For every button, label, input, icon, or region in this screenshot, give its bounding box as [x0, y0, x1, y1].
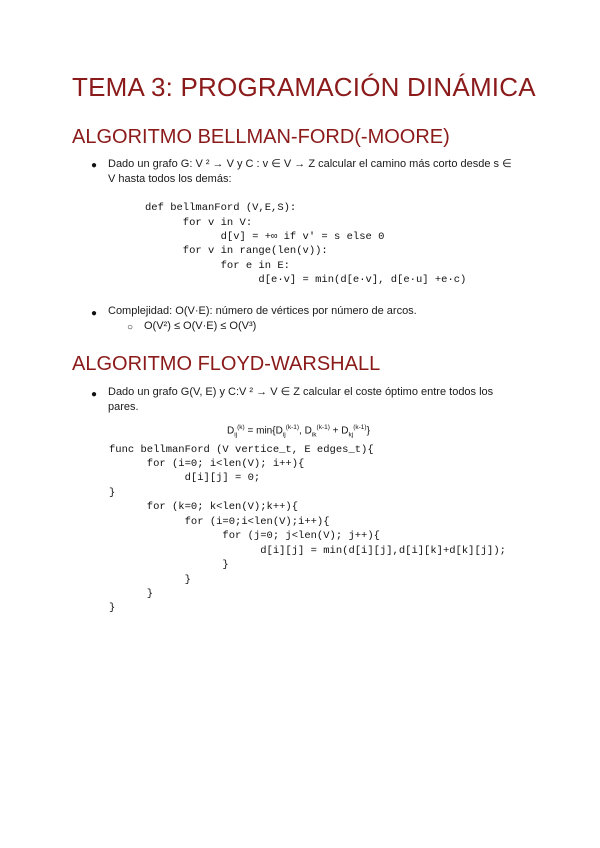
code-line: for (i=0;i<len(V);i++){: [109, 516, 330, 528]
code-line: }: [109, 487, 116, 499]
section-heading-floyd-warshall: ALGORITMO FLOYD-WARSHALL: [72, 353, 381, 375]
code-line: for e in E:: [145, 260, 290, 272]
code-line: d[v] = +∞ if v′ = s else 0: [145, 231, 385, 243]
bellman-complexity: Complejidad: O(V·E): número de vértices por número de arcos.: [108, 305, 417, 317]
formula-superscript: (k-1): [316, 424, 330, 431]
code-line: for (i=0; i<len(V); i++){: [109, 458, 305, 470]
formula-term: + D: [329, 425, 349, 437]
code-line: }: [109, 559, 229, 571]
bullet-icon: ●: [91, 308, 98, 319]
bellman-description-line2: V hasta todos los demás:: [108, 173, 232, 185]
code-line: def bellmanFord (V,E,S):: [145, 202, 297, 214]
formula-term: = min{D: [244, 425, 283, 437]
floyd-description-line1: Dado un grafo G(V, E) y C:V ² → V ∈ Z calcular el coste óptimo entre todos los: [108, 386, 494, 398]
floyd-description-line2: pares.: [108, 401, 139, 413]
code-line: }: [109, 574, 191, 586]
formula-superscript: (k-1): [285, 424, 300, 431]
formula-subscript: kj: [348, 431, 354, 439]
code-line: }: [109, 588, 154, 600]
formula-superscript: (k-1): [353, 424, 367, 431]
code-line: d[i][j] = 0;: [109, 472, 261, 484]
section-heading-bellman-ford: ALGORITMO BELLMAN-FORD(-MOORE): [72, 126, 450, 148]
formula-superscript: (k): [237, 424, 245, 431]
code-line: for v in range(len(v)):: [145, 245, 328, 257]
bullet-icon: ●: [91, 389, 98, 400]
sub-bullet-icon: ○: [127, 322, 134, 333]
code-line: for v in V:: [145, 217, 253, 229]
code-line: func bellmanFord (V vertice_t, E edges_t){: [109, 444, 374, 456]
formula-term: D: [227, 425, 235, 437]
formula-subscript: ik: [311, 431, 317, 439]
bullet-icon: ●: [91, 160, 98, 171]
code-line: }: [109, 602, 116, 614]
formula-term: }: [366, 425, 370, 437]
code-line: d[e·v] = min(d[e·v], d[e·u] +e·c): [145, 274, 467, 286]
formula-term: , D: [299, 425, 312, 437]
formula-subscript: ij: [234, 431, 238, 439]
formula-subscript: ij: [282, 431, 286, 439]
code-line: for (k=0; k<len(V);k++){: [109, 501, 299, 513]
recurrence-formula: [227, 413, 370, 438]
code-line: for (j=0; j<len(V); j++){: [109, 530, 380, 542]
bellman-description-line1: Dado un grafo G: V ² → V y C : v ∈ V → Z calcular el camino más corto desde s ∈: [108, 158, 512, 170]
code-line: d[i][j] = min(d[i][j],d[i][k]+d[k][j]);: [109, 545, 506, 557]
bellman-complexity-bound: O(V²) ≤ O(V·E) ≤ O(V³): [144, 320, 257, 332]
page-title: TEMA 3: PROGRAMACIÓN DINÁMICA: [72, 72, 536, 102]
